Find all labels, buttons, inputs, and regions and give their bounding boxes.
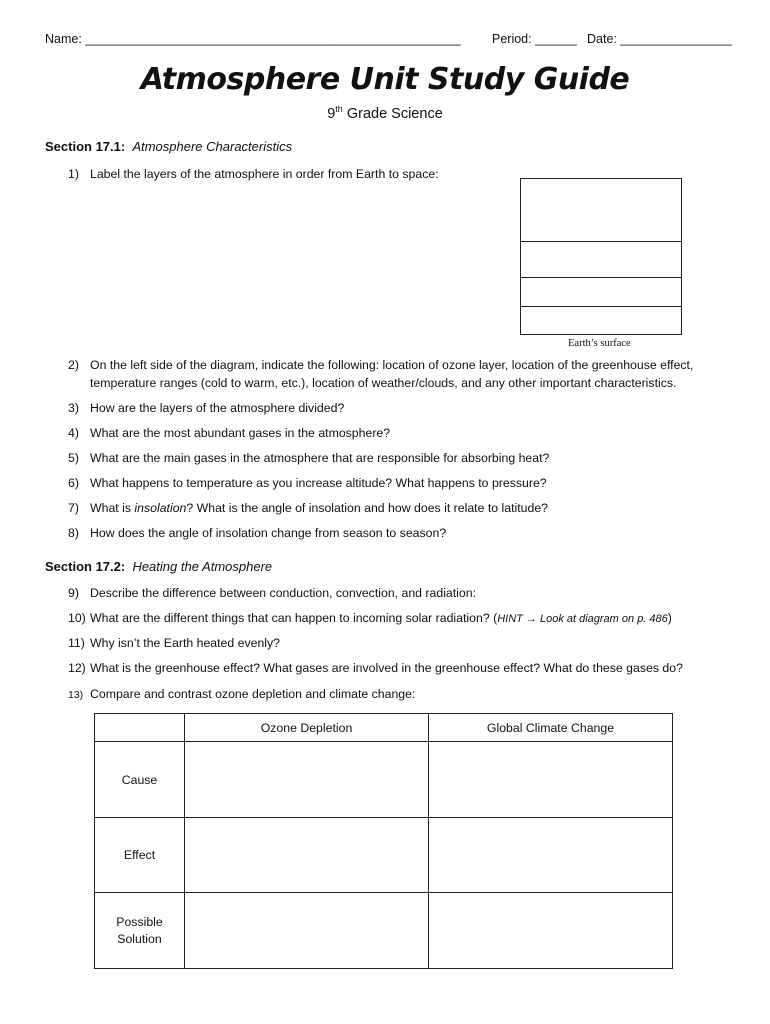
question-number: 12) [68,661,86,675]
question-number: 5) [68,451,79,465]
column-header-climate: Global Climate Change [429,714,673,742]
question-text: How are the layers of the atmosphere divided? [90,401,345,415]
question-9 [68,586,476,600]
question-number: 7) [68,501,79,515]
table-corner-cell [95,714,185,742]
answer-cell[interactable] [185,818,429,893]
question-number: 6) [68,476,79,490]
section-label: Section 17.1: [45,139,126,154]
question-5 [68,451,549,465]
page-subtitle [0,104,770,122]
question-number: 9) [68,586,79,600]
table-header-row [95,714,673,742]
layer-divider [521,306,681,307]
answer-cell[interactable] [429,893,673,969]
row-label-solution: Possible Solution [95,893,185,969]
question-text: What are the different things that can happen to incoming solar radiation? ( [90,611,498,625]
question-text: What are the most abundant gases in the atmosphere? [90,426,391,440]
question-number: 13) [68,689,84,701]
comparison-table [94,713,673,969]
layer-divider [521,241,681,242]
date-field[interactable]: Date: ________________ [587,32,732,46]
question-number: 10) [68,611,86,625]
section-heading-17-2 [45,559,272,574]
question-number: 4) [68,426,79,440]
name-field[interactable]: Name: ______________________________________________________ [45,32,461,46]
question-2 [68,358,693,372]
question-7 [68,501,548,515]
layer-divider [521,277,681,278]
section-label: Section 17.2: [45,559,126,574]
question-text-pre: What is [90,501,135,515]
question-text: What happens to temperature as you increase altitude? What happens to pressure? [90,476,547,490]
question-8 [68,526,446,540]
page-title: Atmosphere Unit Study Guide [140,62,630,97]
column-header-ozone: Ozone Depletion [185,714,429,742]
question-number: 3) [68,401,79,415]
grade-suffix: th [335,104,343,114]
section-heading-17-1 [45,139,292,154]
answer-cell[interactable] [185,893,429,969]
question-10 [68,611,672,625]
question-number: 2) [68,358,79,372]
question-text: Describe the difference between conduction, convection, and radiation: [90,586,477,600]
question-term: insolation [134,501,187,515]
section-title: Heating the Atmosphere [132,559,273,574]
answer-cell[interactable] [429,818,673,893]
answer-cell[interactable] [185,742,429,818]
hint-text: HINT → Look at diagram on p. 486 [497,613,668,625]
question-number: 1) [68,167,79,181]
question-text: How does the angle of insolation change from season to season? [90,526,447,540]
table-row [95,818,673,893]
question-11 [68,636,280,650]
question-number: 11) [68,636,85,650]
question-text: ? What is the angle of insolation and how does it relate to latitude? [186,501,549,515]
grade-number: 9 [327,105,336,122]
row-label-cause: Cause [95,742,185,818]
earth-surface-label: Earth’s surface [568,338,631,349]
answer-cell[interactable] [429,742,673,818]
hint-close: ) [667,611,672,625]
question-1 [68,167,439,181]
row-label-effect: Effect [95,818,185,893]
question-13 [68,687,415,701]
table-row [95,893,673,969]
question-text: On the left side of the diagram, indicate the following: location of ozone layer, location of the greenhouse effect, [90,358,694,372]
question-text: Label the layers of the atmosphere in order from Earth to space: [90,167,439,181]
question-12 [68,661,683,675]
question-2-continued: temperature ranges (cold to warm, etc.), location of weather/clouds, and any other important characteristics. [90,376,677,390]
atmosphere-layers-diagram[interactable] [520,178,682,335]
question-4 [68,426,390,440]
question-text: What is the greenhouse effect? What gases are involved in the greenhouse effect? What do these gases do? [90,661,683,675]
section-title: Atmosphere Characteristics [132,139,293,154]
grade-text: Grade Science [342,105,443,122]
question-3 [68,401,344,415]
question-text: Why isn’t the Earth heated evenly? [90,636,281,650]
question-text: What are the main gases in the atmosphere that are responsible for absorbing heat? [90,451,550,465]
question-6 [68,476,547,490]
question-text: Compare and contrast ozone depletion and climate change: [90,687,416,701]
period-field[interactable]: Period: ______ [492,32,577,46]
table-row [95,742,673,818]
question-number: 8) [68,526,79,540]
